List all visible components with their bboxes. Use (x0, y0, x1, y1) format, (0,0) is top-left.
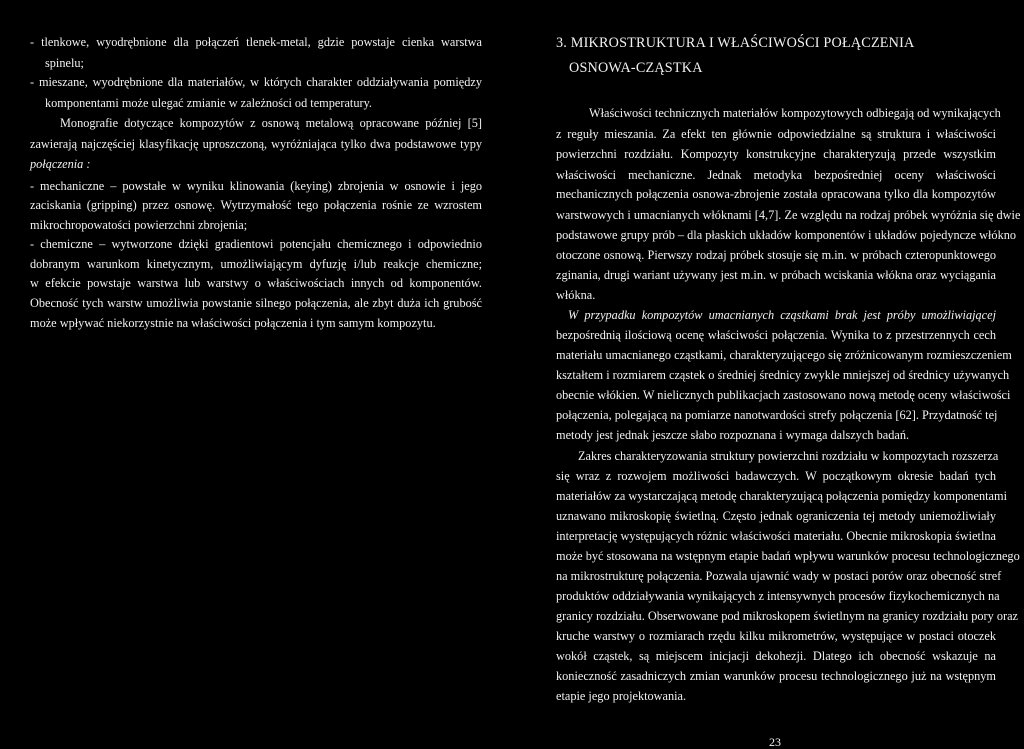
text-line: może być stosowana na wstępnym etapie badań wpływu warunków procesu technologicznego (556, 549, 1020, 563)
text-line: metody jest jednak jeszcze słabo rozpoznana i wymaga dalszych badań. (556, 428, 910, 442)
text-line: komponentami może ulegać zmianie w zależności od temperatury. (45, 96, 372, 110)
text-line: granicy rozdziału. Obserwowane pod mikroskopem świetlnym na granicy rozdziału pory oraz (556, 609, 1019, 623)
text-line: spinelu; (45, 56, 84, 70)
text-line: kształtem i rozmiarem cząstek o średniej średnicy zwykle mniejszej od średnicy używanych (556, 368, 1010, 382)
text-line: zginania, drugi wariant używany jest m.in. w próbach wciskania włókna oraz wyciągania (556, 268, 996, 282)
text-line: Właściwości technicznych materiałów kompozytowych odbiegają od wynikających (589, 106, 1001, 120)
text-line: W przypadku kompozytów umacnianych cząstkami brak jest próby umożliwiającej (568, 308, 996, 322)
section-heading: 3. MIKROSTRUKTURA I WŁAŚCIWOŚCI POŁĄCZENIA (556, 35, 915, 51)
text-line: właściwości mechaniczne. Jednak metodyka bezpośredniej oceny właściwości (556, 168, 996, 182)
text-line: na mikrostrukturę połączenia. Pozwala ujawnić wady w postaci porów oraz obecność stref (556, 569, 1002, 583)
text-line: warstwowych i umacnianych włóknami [4,7]. Ze względu na rodzaj próbek wyróżnia się dwie (556, 208, 1021, 222)
list-item-chemical: - chemiczne – wytworzone dzięki gradientowi potencjału chemicznego i odpowiednio (30, 237, 482, 251)
text-line: materiałów za wystarczającą metodę charakteryzującą połączenia pomiędzy komponentami (556, 489, 1007, 503)
text-line: obecnie włókien. W nielicznych publikacjach zastosowano nową metodę oceny właściwości (556, 388, 1011, 402)
text-line: etapie jego projektowania. (556, 689, 687, 703)
page-number: 23 (769, 735, 781, 749)
text-line: Obecność tych warstw umożliwia powstanie silnego połączenia, ale zbyt duża ich grubość (30, 296, 482, 310)
section-heading-cont: OSNOWA-CZĄSTKA (569, 60, 703, 76)
list-item-oxide: - tlenkowe, wyodrębnione dla połączeń tlenek-metal, gdzie powstaje cienka warstwa (30, 35, 482, 49)
text-line: podstawowe grupy prób – dla płaskich układów komponentów i układów pojedyncze włókno (556, 228, 1017, 242)
text-line: połączenia : (30, 157, 91, 171)
text-line: powierzchni rozdziału. Kompozyty konstrukcyjne charakteryzują przede wszystkim (556, 147, 996, 161)
text-line: Monografie dotyczące kompozytów z osnową metalową opracowane później [5] (60, 116, 482, 130)
text-line: bezpośrednią ilościową ocenę właściwości połączenia. Wynika to z przestrzennych cech (556, 328, 996, 342)
text-line: mechanicznych połączenia osnowa-zbrojenie została opracowana tylko dla kompozytów (556, 187, 996, 201)
text-line: mikrochropowatości powierzchni zbrojenia; (30, 218, 248, 232)
text-line: otoczone osnową. Pierwszy rodzaj próbek stosuje się m.in. w próbach czteropunktowego (556, 248, 996, 262)
text-line: interpretację występujących różnic właściwości materiału. Obecnie mikroskopia świetlna (556, 529, 996, 543)
text-line: z reguły mieszania. Za efekt ten głównie odpowiedzialne są struktura i właściwości (556, 127, 996, 141)
text-line: może wpływać niekorzystnie na właściwości połączenia i tym samym kompozytu. (30, 316, 436, 330)
text-line: konieczność zasadniczych zmian warunków procesu technologicznego już na wstępnym (556, 669, 996, 683)
text-line: kruche warstwy o rozmiarach rzędu kilku mikrometrów, występujące w postaci otoczek (556, 629, 996, 643)
text-line: produktów oddziaływania wynikających z intensywnych procesów fizykochemicznych na (556, 589, 1000, 603)
list-item-mechanical: - mechaniczne – powstałe w wyniku klinowania (keying) zbrojenia w osnowie i jego (30, 179, 482, 193)
text-line: się wraz z rozwojem możliwości badawczych. W początkowym okresie badań tych (556, 469, 996, 483)
text-line: uznawano mikroskopię świetlną. Często jednak ograniczenia tej metody uniemożliwiały (556, 509, 996, 523)
text-line: w efekcie powstaje warstwa lub warstwy o właściwościach innych od komponentów. (30, 276, 482, 290)
text-line: włókna. (556, 288, 596, 302)
text-line: wokół cząstek, są miejscem inicjacji dekohezji. Dlatego ich obecność wskazuje na (556, 649, 996, 663)
list-item-mixed: - mieszane, wyodrębnione dla materiałów, w których charakter oddziaływania pomiędzy (30, 75, 482, 89)
text-line: połączenia, polegającą na pomiarze nanotwardości strefy połączenia [62]. Przydatność tej (556, 408, 998, 422)
text-line: zawierają najczęściej klasyfikację uproszczoną, wyróżniająca tylko dwa podstawowe typy (30, 137, 482, 151)
text-line: materiału umacnianego cząstkami, charakteryzującego się zróżnicowanym rozmieszczeniem (556, 348, 1012, 362)
text-line: zaciskania (gripping) przez osnowę. Wytrzymałość tego połączenia rośnie ze wzrostem (30, 198, 482, 212)
text-line: Zakres charakteryzowania struktury powierzchni rozdziału w kompozytach rozszerza (578, 449, 999, 463)
text-line: dobranym warunkom kinetycznym, umożliwiającym dyfuzję i/lub reakcje chemiczne; (30, 257, 482, 271)
